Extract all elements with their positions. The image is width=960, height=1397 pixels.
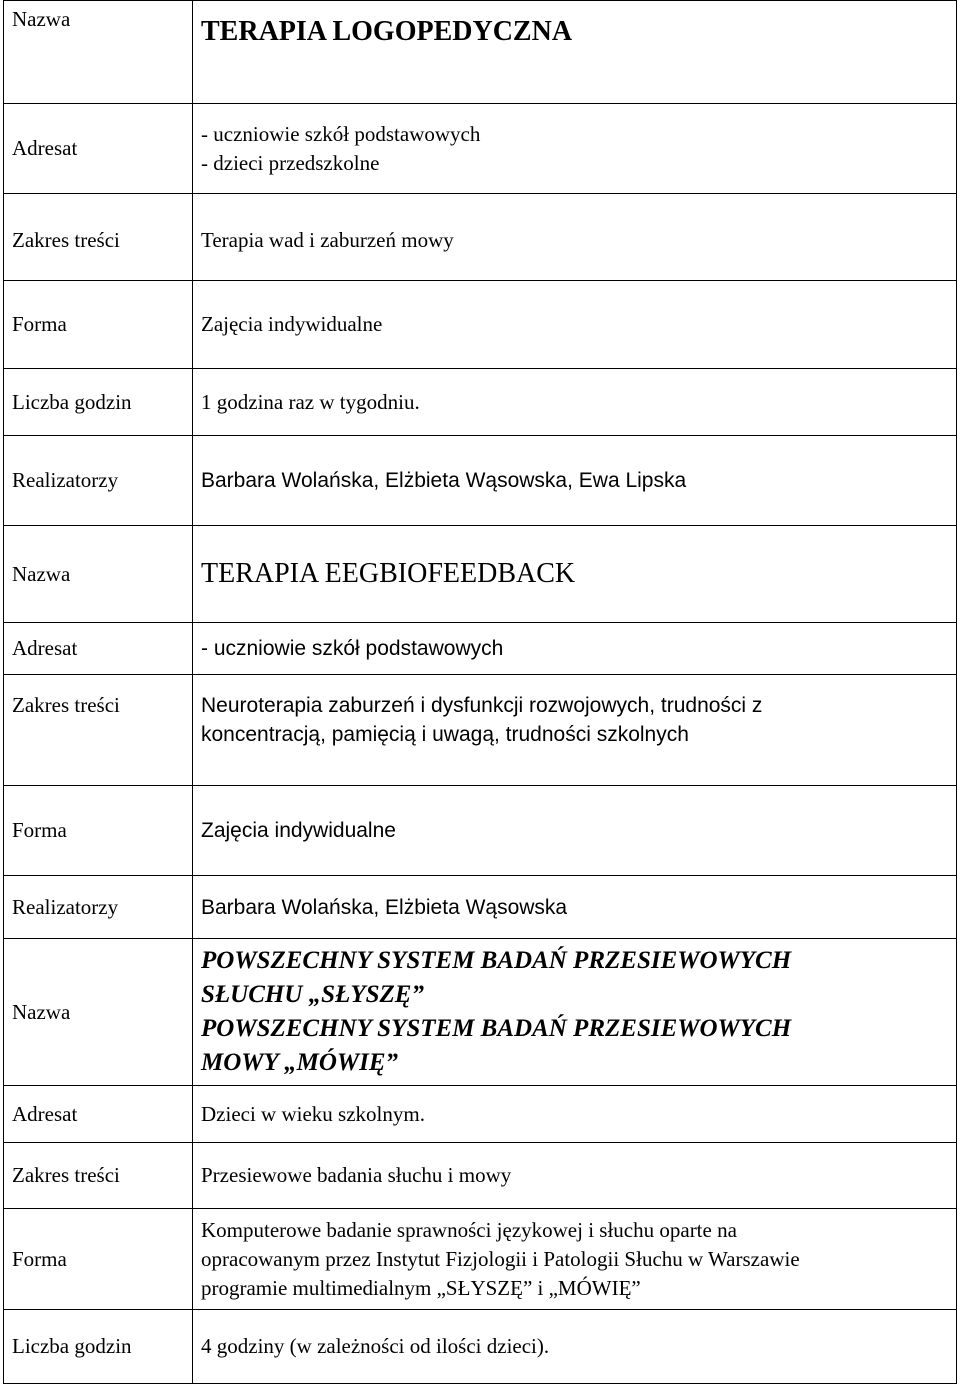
label-forma: Forma — [4, 281, 193, 369]
value-zakres: Przesiewowe badania słuchu i mowy — [193, 1143, 957, 1209]
value-forma: Zajęcia indywidualne — [193, 786, 957, 876]
value-forma: Zajęcia indywidualne — [193, 281, 957, 369]
value-realizatorzy: Barbara Wolańska, Elżbieta Wąsowska, Ewa Lipska — [193, 436, 957, 526]
label-forma: Forma — [4, 1209, 193, 1310]
program-title-line: POWSZECHNY SYSTEM BADAŃ PRZESIEWOWYCH — [201, 1015, 792, 1042]
label-nazwa: Nazwa — [4, 526, 193, 623]
label-forma: Forma — [4, 786, 193, 876]
row-forma-1 — [4, 281, 957, 369]
label-realizatorzy: Realizatorzy — [4, 436, 193, 526]
row-zakres-1 — [4, 194, 957, 281]
row-realizatorzy-2 — [4, 876, 957, 939]
value-zakres: Terapia wad i zaburzeń mowy — [193, 194, 957, 281]
label-adresat: Adresat — [4, 104, 193, 194]
value-forma — [193, 1209, 957, 1310]
row-liczba-1 — [4, 369, 957, 436]
value-nazwa — [193, 526, 957, 623]
row-zakres-3 — [4, 1143, 957, 1209]
forma-line: opracowanym przez Instytut Fizjologii i Patologii Słuchu w Warszawie — [201, 1246, 800, 1271]
row-nazwa-1 — [4, 1, 957, 104]
label-realizatorzy: Realizatorzy — [4, 876, 193, 939]
label-nazwa: Nazwa — [4, 939, 193, 1086]
row-zakres-2 — [4, 675, 957, 786]
label-adresat: Adresat — [4, 1086, 193, 1143]
label-liczba-godzin: Liczba godzin — [4, 369, 193, 436]
row-adresat-1 — [4, 104, 957, 194]
value-adresat — [193, 104, 957, 194]
row-adresat-3 — [4, 1086, 957, 1143]
value-adresat: Dzieci w wieku szkolnym. — [193, 1086, 957, 1143]
document-table — [3, 0, 957, 1384]
row-nazwa-3 — [4, 939, 957, 1086]
program-title-line: SŁUCHU „SŁYSZĘ” — [201, 981, 424, 1008]
label-zakres: Zakres treści — [4, 1143, 193, 1209]
program-title: TERAPIA EEGBIOFEEDBACK — [201, 558, 576, 589]
zakres-line: koncentracją, pamięcią i uwagą, trudności szkolnych — [201, 723, 689, 746]
row-nazwa-2 — [4, 526, 957, 623]
label-liczba-godzin: Liczba godzin — [4, 1310, 193, 1384]
value-nazwa — [193, 1, 957, 104]
row-liczba-3 — [4, 1310, 957, 1384]
value-liczba-godzin: 4 godziny (w zależności od ilości dzieci). — [193, 1310, 957, 1384]
value-zakres — [193, 675, 957, 786]
value-nazwa — [193, 939, 957, 1086]
label-adresat: Adresat — [4, 623, 193, 675]
row-realizatorzy-1 — [4, 436, 957, 526]
program-title-line: MOWY „MÓWIĘ” — [201, 1049, 399, 1076]
value-liczba-godzin: 1 godzina raz w tygodniu. — [193, 369, 957, 436]
forma-line: Komputerowe badanie sprawności językowej i słuchu oparte na — [201, 1217, 737, 1242]
label-zakres: Zakres treści — [4, 675, 193, 786]
value-adresat: - uczniowie szkół podstawowych — [193, 623, 957, 675]
label-nazwa: Nazwa — [4, 1, 193, 104]
row-forma-3 — [4, 1209, 957, 1310]
program-title-line: POWSZECHNY SYSTEM BADAŃ PRZESIEWOWYCH — [201, 947, 792, 974]
value-realizatorzy: Barbara Wolańska, Elżbieta Wąsowska — [193, 876, 957, 939]
row-adresat-2 — [4, 623, 957, 675]
row-forma-2 — [4, 786, 957, 876]
program-title: TERAPIA LOGOPEDYCZNA — [201, 16, 573, 47]
forma-line: programie multimedialnym „SŁYSZĘ” i „MÓWIĘ” — [201, 1275, 641, 1300]
label-zakres: Zakres treści — [4, 194, 193, 281]
adresat-line: - uczniowie szkół podstawowych — [201, 121, 481, 146]
adresat-line: - dzieci przedszkolne — [201, 150, 380, 175]
zakres-line: Neuroterapia zaburzeń i dysfunkcji rozwojowych, trudności z — [201, 694, 763, 717]
